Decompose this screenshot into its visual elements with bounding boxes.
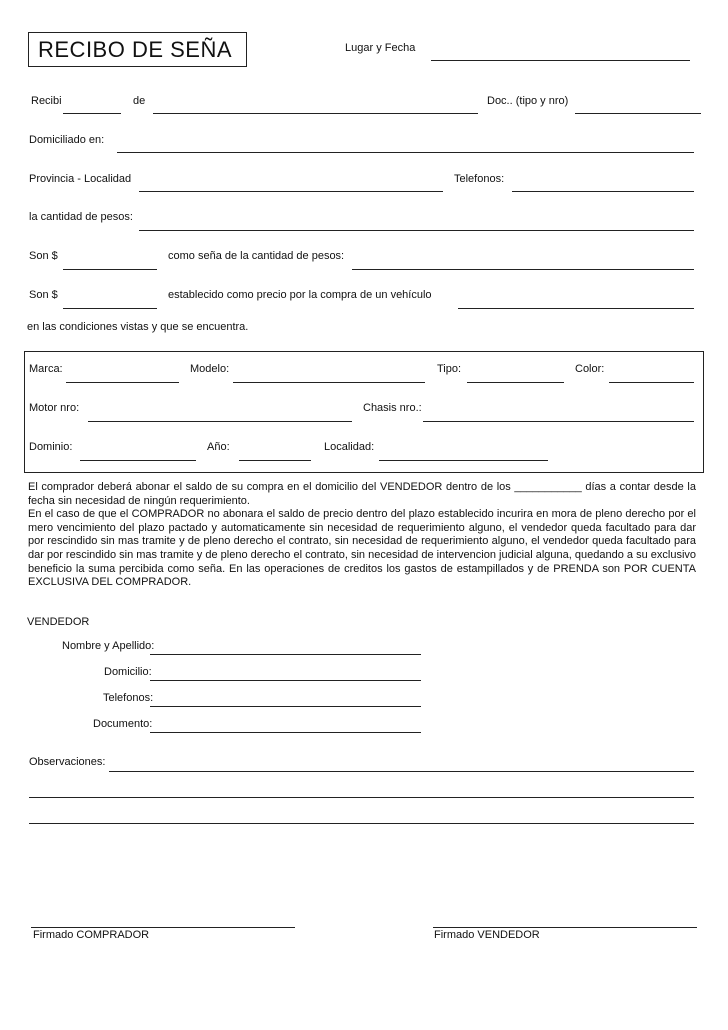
sena-field[interactable]: [352, 269, 694, 270]
de-field[interactable]: [153, 113, 478, 114]
documento-field[interactable]: [150, 732, 421, 733]
localidad-label: Localidad:: [324, 441, 375, 453]
dominio-label: Dominio:: [29, 441, 73, 453]
domicilio-label: Domicilio:: [104, 666, 152, 678]
seller-signature-line[interactable]: [433, 927, 697, 928]
recibi-label: Recibi: [31, 95, 62, 107]
cantidad-field[interactable]: [139, 230, 694, 231]
modelo-field[interactable]: [233, 382, 425, 383]
domiciliado-field[interactable]: [117, 152, 694, 153]
buyer-signature-label: Firmado COMPRADOR: [33, 929, 150, 941]
domiciliado-label: Domiciliado en:: [29, 134, 105, 146]
provincia-label: Provincia - Localidad: [29, 173, 132, 185]
vendedor-section-label: VENDEDOR: [27, 616, 90, 628]
title-box: [28, 32, 247, 67]
nombre-field[interactable]: [150, 654, 421, 655]
observaciones-label: Observaciones:: [29, 756, 106, 768]
observaciones-field-3[interactable]: [29, 823, 694, 824]
telefonos-field[interactable]: [512, 191, 694, 192]
modelo-label: Modelo:: [190, 363, 230, 375]
place-date-label: Lugar y Fecha: [345, 42, 416, 54]
terms-paragraph-2: En el caso de que el COMPRADOR no abonara el saldo de precio dentro del plazo establecido incurira en mora de pleno derecho por el mero vencimiento del plazo pactado y automaticamente sin necesidad de requerimiento alguno, el vendedor queda facultado para dar por rescindido sin mas tramite y de pleno derecho el contrato, sin necesidad de requerimiento alguno, el vendedor queda facultado para dar por rescindido sin mas tramite y de pleno derecho el contrato, sin necesidad de intervencion judicial alguna, quedando a su exclusivo beneficio la suma percibida como seña. En las operaciones de creditos los gastos de estampillados y de PRENDA son POR CUENTA EXCLUSIVA DEL COMPRADOR.: [28, 508, 696, 589]
son-2-label: Son $: [29, 289, 58, 301]
color-label: Color:: [575, 363, 605, 375]
color-field[interactable]: [609, 382, 694, 383]
provincia-field[interactable]: [139, 191, 443, 192]
terms-paragraph-1: El comprador deberá abonar el saldo de su compra en el domicilio del VENDEDOR dentro de los ___________ días a contar desde la fecha sin necesidad de ningún requerimiento.: [28, 481, 696, 507]
vendedor-telefonos-label: Telefonos:: [103, 692, 154, 704]
chasis-label: Chasis nro.:: [363, 402, 422, 414]
doc-label: Doc.. (tipo y nro): [487, 95, 569, 107]
precio-label: establecido como precio por la compra de un vehículo: [168, 289, 432, 301]
observaciones-field-1[interactable]: [109, 771, 694, 772]
sena-label: como seña de la cantidad de pesos:: [168, 250, 345, 262]
condiciones-text: en las condiciones vistas y que se encuentra.: [27, 321, 249, 333]
tipo-field[interactable]: [467, 382, 564, 383]
doc-field[interactable]: [575, 113, 701, 114]
place-date-field[interactable]: [431, 60, 690, 61]
de-label: de: [133, 95, 146, 107]
domicilio-field[interactable]: [150, 680, 421, 681]
buyer-signature-line[interactable]: [31, 927, 295, 928]
seller-signature-label: Firmado VENDEDOR: [434, 929, 540, 941]
recibi-field[interactable]: [63, 113, 121, 114]
dominio-field[interactable]: [80, 460, 196, 461]
anio-field[interactable]: [239, 460, 311, 461]
documento-label: Documento:: [93, 718, 153, 730]
vendedor-telefonos-field[interactable]: [150, 706, 421, 707]
son-2-field[interactable]: [63, 308, 157, 309]
marca-field[interactable]: [66, 382, 179, 383]
precio-field[interactable]: [458, 308, 694, 309]
tipo-label: Tipo:: [437, 363, 462, 375]
telefonos-label: Telefonos:: [454, 173, 505, 185]
motor-field[interactable]: [88, 421, 352, 422]
observaciones-field-2[interactable]: [29, 797, 694, 798]
anio-label: Año:: [207, 441, 230, 453]
cantidad-label: la cantidad de pesos:: [29, 211, 133, 223]
localidad-field[interactable]: [379, 460, 548, 461]
motor-label: Motor nro:: [29, 402, 80, 414]
son-1-field[interactable]: [63, 269, 157, 270]
chasis-field[interactable]: [423, 421, 694, 422]
marca-label: Marca:: [29, 363, 63, 375]
terms-text: [28, 481, 696, 590]
nombre-label: Nombre y Apellido:: [62, 640, 155, 652]
son-1-label: Son $: [29, 250, 58, 262]
document-title: RECIBO DE SEÑA: [38, 37, 233, 62]
